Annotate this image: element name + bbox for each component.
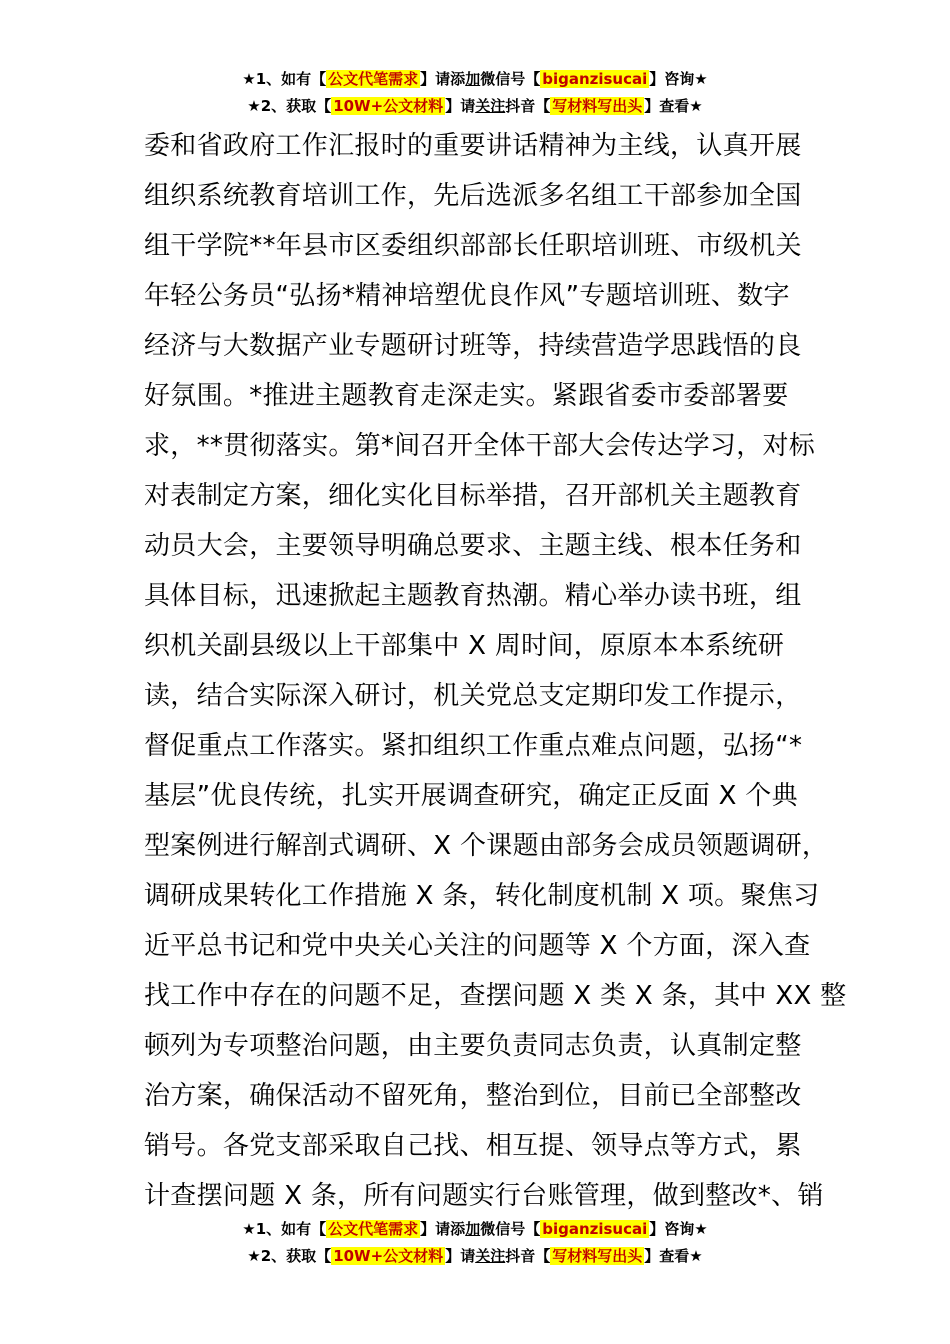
- text-line: 销号。各党支部采取自己找、相互提、领导点等方式，累: [144, 1131, 802, 1161]
- text-line: 组织系统教育培训工作，先后选派多名组工干部参加全国: [144, 181, 802, 211]
- text-line: 顿列为专项整治问题，由主要负责同志负责，认真制定整: [144, 1031, 802, 1061]
- text-line: 求，**贯彻落实。第*间召开全体干部大会传达学习，对标: [144, 431, 816, 461]
- text-line: 组干学院**年县市区委组织部部长任职培训班、市级机关: [144, 231, 802, 261]
- text-line: 计查摆问题 X 条，所有问题实行台账管理，做到整改*、销: [144, 1181, 824, 1211]
- text-line: 型案例进行解剖式调研、X 个课题由部务会成员领题调研，: [144, 831, 829, 861]
- document-body: [144, 121, 847, 1221]
- highlight-douyin-account: 写材料写出头: [552, 1247, 643, 1265]
- text-line: 好氛围。*推进主题教育走深走实。紧跟省委市委部署要: [144, 381, 789, 411]
- text-line: 近平总书记和党中央关心关注的问题等 X 个方面，深入查: [144, 931, 811, 961]
- highlight-materials: 10W+公文材料: [333, 1247, 444, 1265]
- footer-banner: [0, 1216, 950, 1270]
- text-line: 找工作中存在的问题不足，查摆问题 X 类 X 条，其中 XX 整: [144, 981, 847, 1011]
- text-line: 治方案，确保活动不留死角，整治到位，目前已全部整改: [144, 1081, 802, 1111]
- text-line: 基层”优良传统，扎实开展调查研究，确定正反面 X 个典: [144, 781, 798, 811]
- text-line: 具体目标，迅速掀起主题教育热潮。精心举办读书班，组: [144, 581, 802, 611]
- banner-line-2: ★2、获取【 10W+公文材料 】请关注抖音【 写材料写出头 】查看★: [247, 97, 703, 115]
- text-line: 动员大会，主要领导明确总要求、主题主线、根本任务和: [144, 531, 802, 561]
- text-line: 读，结合实际深入研讨，机关党总支定期印发工作提示，: [144, 681, 802, 711]
- highlight-wechat-id: biganzisucai: [542, 1220, 648, 1238]
- highlight-wechat-id: biganzisucai: [542, 70, 648, 88]
- banner-line-2: ★2、获取【 10W+公文材料 】请关注抖音【 写材料写出头 】查看★: [247, 1247, 703, 1265]
- highlight-service: 公文代笔需求: [328, 70, 419, 88]
- highlight-materials: 10W+公文材料: [333, 97, 444, 115]
- text-line: 织机关副县级以上干部集中 X 周时间，原原本本系统研: [144, 631, 785, 661]
- text-line: 调研成果转化工作措施 X 条，转化制度机制 X 项。聚焦习: [144, 881, 820, 911]
- banner-line-1: ★1、如有【 公文代笔需求 】请添加微信号【 biganzisucai 】咨询★: [242, 1220, 708, 1238]
- header-banner: [0, 66, 950, 120]
- highlight-douyin-account: 写材料写出头: [552, 97, 643, 115]
- text-line: 督促重点工作落实。紧扣组织工作重点难点问题，弘扬“*: [144, 731, 803, 761]
- text-line: 经济与大数据产业专题研讨班等，持续营造学思践悟的良: [144, 331, 802, 361]
- banner-line-1: ★1、如有【 公文代笔需求 】请添加微信号【 biganzisucai 】咨询★: [242, 70, 708, 88]
- highlight-service: 公文代笔需求: [328, 1220, 419, 1238]
- text-line: 委和省政府工作汇报时的重要讲话精神为主线，认真开展: [144, 131, 802, 161]
- text-line: 年轻公务员“弘扬*精神培塑优良作风”专题培训班、数字: [144, 281, 790, 311]
- text-line: 对表制定方案，细化实化目标举措，召开部机关主题教育: [144, 481, 802, 511]
